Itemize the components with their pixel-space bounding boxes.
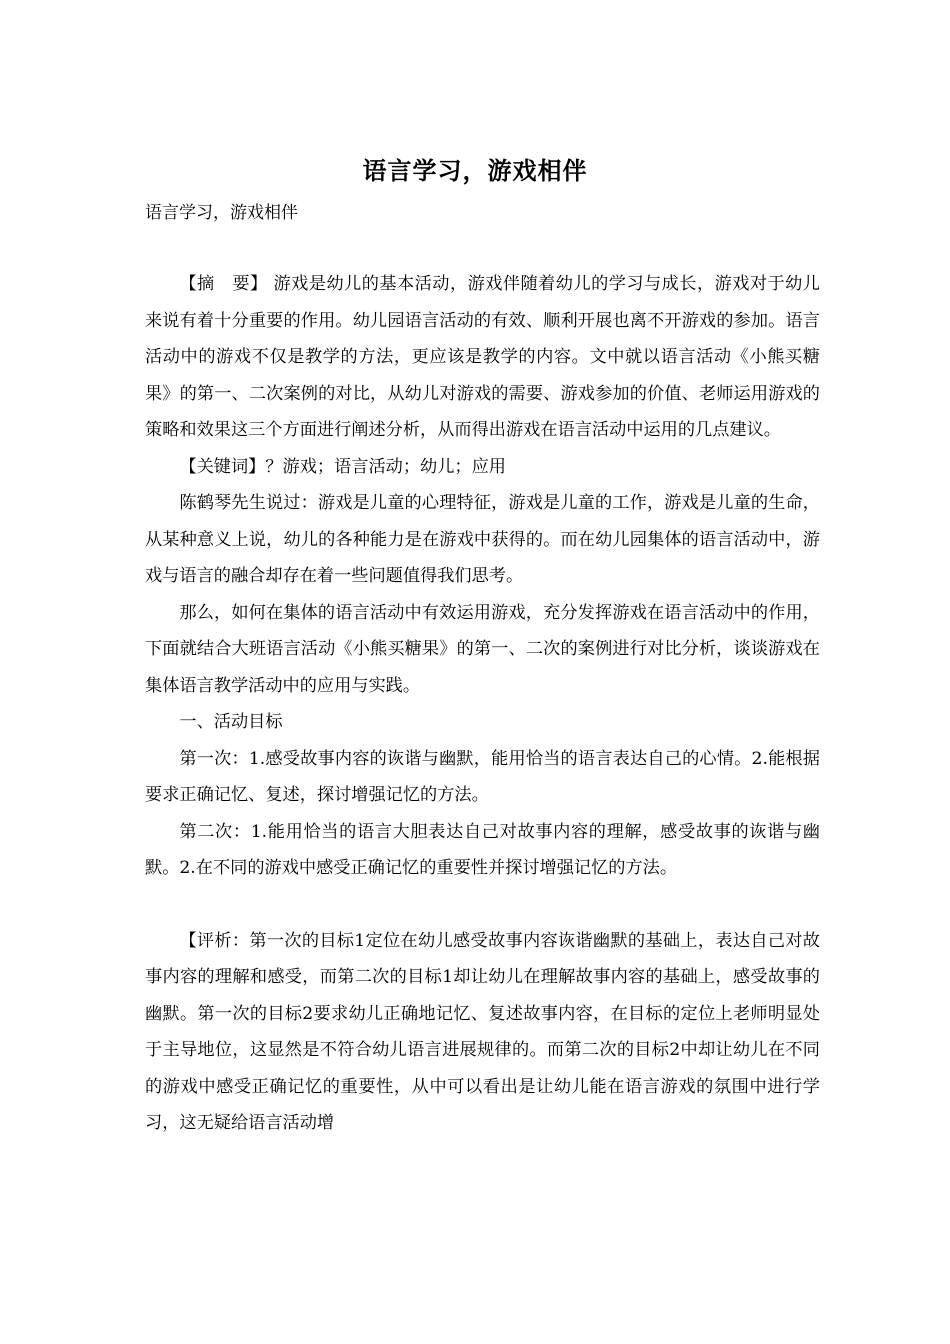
body-paragraph: 第一次：1.感受故事内容的诙谐与幽默，能用恰当的语言表达自己的心情。2.能根据要求正确记忆、复述，探讨增强记忆的方法。 [145,748,820,805]
body-paragraph: 那么，如何在集体的语言活动中有效运用游戏，充分发挥游戏在语言活动中的作用，下面就结合大班语言活动《小熊买糖果》的第一、二次的案例进行对比分析，谈谈游戏在集体语言教学活动中的应用与实践。 [145,602,820,696]
abstract-paragraph: 【摘 要】 游戏是幼儿的基本活动，游戏伴随着幼儿的学习与成长，游戏对于幼儿来说有着十分重要的作用。幼儿园语言活动的有效、顺利开展也离不开游戏的参加。语言活动中的游戏不仅是教学的方法，更应该是教学的内容。文中就以语言活动《小熊买糖果》的第一、二次案例的对比，从幼儿对游戏的需要、游戏参加的价值、老师运用游戏的策略和效果这三个方面进行阐述分析，从而得出游戏在语言活动中运用的几点建议。 [145,274,820,440]
body-paragraph: 第二次：1.能用恰当的语言大胆表达自己对故事内容的理解，感受故事的诙谐与幽默。2.在不同的游戏中感受正确记忆的重要性并探讨增强记忆的方法。 [145,821,820,878]
commentary-paragraph: 【评析：第一次的目标1定位在幼儿感受故事内容诙谐幽默的基础上，表达自己对故事内容的理解和感受，而第二次的目标1却让幼儿在理解故事内容的基础上，感受故事的幽默。第一次的目标2要求幼儿正确地记忆、复述故事内容，在目标的定位上老师明显处于主导地位，这显然是不符合幼儿语言进展规律的。而第二次的目标2中却让幼儿在不同的游戏中感受正确记忆的重要性，从中可以看出是让幼儿能在语言游戏的氛围中进行学习，这无疑给语言活动增 [145,930,820,1133]
document-title: 语言学习，游戏相伴 [362,156,588,185]
document-body [145,266,820,1142]
document-subtitle: 语言学习，游戏相伴 [145,203,298,223]
keywords-paragraph: 【关键词】？游戏；语言活动；幼儿；应用 [179,456,506,477]
section-heading: 一、活动目标 [179,712,283,732]
body-paragraph: 陈鹤琴先生说过：游戏是儿童的心理特征，游戏是儿童的工作，游戏是儿童的生命，从某种意义上说，幼儿的各种能力是在游戏中获得的。而在幼儿园集体的语言活动中，游戏与语言的融合却存在着一些问题值得我们思考。 [145,493,820,586]
